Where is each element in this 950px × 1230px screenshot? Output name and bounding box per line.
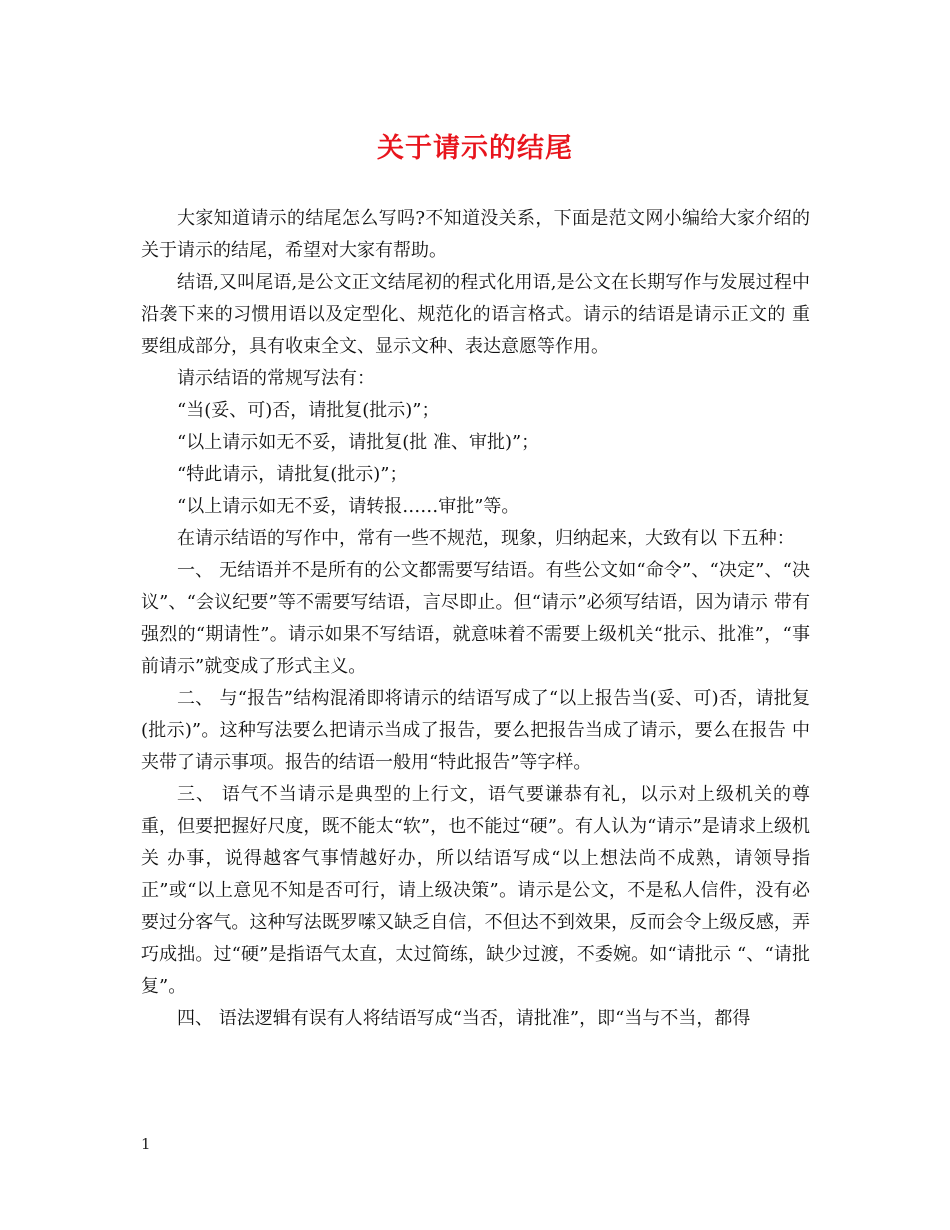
paragraph-form-2: “以上请示如无不妥，请批复(批 准、审批)”； [177,432,540,453]
paragraph-definition: 结语,又叫尾语,是公文正文结尾初的程式化用语,是公文在长期写作与发展过程中沿袭下来的习惯用语以及定型化、规范化的语言格式。请示的结语是请示正文的 重要组成部分，具有收束全文、显示文种、表达意愿等作用。 [141,272,810,357]
document-body [141,203,810,1035]
paragraph-form-1: “当(妥、可)否，请批复(批示)”； [177,400,440,421]
paragraph-problem-2: 二、 与“报告”结构混淆即将请示的结语写成了“以上报告当(妥、可)否，请批复(批示)”。这种写法要么把请示当成了报告，要么把报告当成了请示，要么在报告 中夹带了请示事项。报告的结语一般用“特此报告”等字样。 [141,688,810,773]
paragraph-problem-4: 四、 语法逻辑有误有人将结语写成“当否，请批准”，即“当与不当，都得 [177,1008,751,1029]
paragraph-form-4: “以上请示如无不妥，请转报……审批”等。 [177,496,520,517]
paragraph-form-3: “特此请示，请批复(批示)”； [177,464,408,485]
paragraph-intro: 大家知道请示的结尾怎么写吗?不知道没关系，下面是范文网小编给大家介绍的关于请示的结尾，希望对大家有帮助。 [141,208,810,261]
document-title: 关于请示的结尾 [377,133,573,164]
paragraph-common-forms-heading: 请示结语的常规写法有： [177,368,375,389]
paragraph-problem-3: 三、 语气不当请示是典型的上行文，语气要谦恭有礼，以示对上级机关的尊重，但要把握好尺度，既不能太“软”，也不能过“硬”。有人认为“请示”是请求上级机关 办事，说得越客气事情越好办，所以结语写成“以上想法尚不成熟，请领导指正”或“以上意见不知是否可行，请上级决策”。请示是公文，不是私人信件，没有必 要过分客气。这种写法既罗嗦又缺乏自信，不但达不到效果，反而会令上级反感，弄巧成拙。过“硬”是指语气太直，太过简练，缺少过渡，不委婉。如“请批示 “、“请批复”。 [141,784,810,997]
paragraph-problems-intro: 在请示结语的写作中，常有一些不规范，现象，归纳起来，大致有以 下五种： [177,528,795,549]
page-number: 1 [141,1135,151,1153]
paragraph-problem-1: 一、 无结语并不是所有的公文都需要写结语。有些公文如“命令”、“决定”、“决议”、“会议纪要”等不需要写结语，言尽即止。但“请示”必须写结语，因为请示 带有强烈的“期请性”。请示如果不写结语，就意味着不需要上级机关“批示、批准”，“事前请示”就变成了形式主义。 [141,560,810,677]
